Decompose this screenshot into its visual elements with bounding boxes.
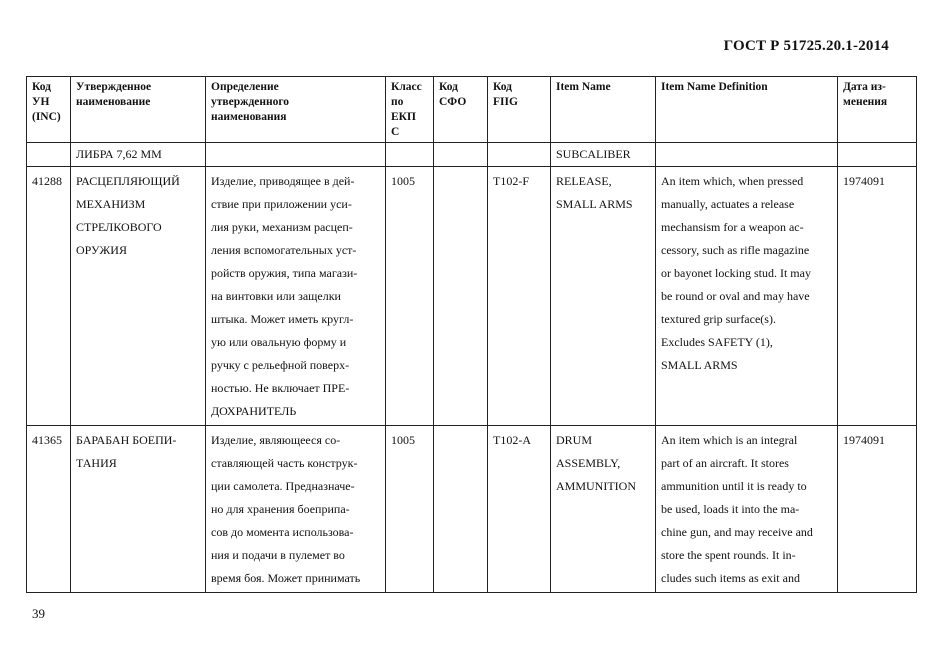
column-header-approved-name: Утвержденное наименование xyxy=(71,77,206,143)
cell-definition xyxy=(206,143,386,167)
document-header: ГОСТ Р 51725.20.1-2014 xyxy=(723,38,889,54)
cell-change-date: 1974091 xyxy=(838,167,917,426)
page-number: 39 xyxy=(32,606,45,621)
column-header-fiig: Код FIIG xyxy=(488,77,551,143)
cell-change-date: 1974091 xyxy=(838,426,917,593)
cell-sfo xyxy=(434,143,488,167)
cell-item-name: SUBCALIBER xyxy=(551,143,656,167)
table-row xyxy=(27,426,917,593)
column-header-class: Класс по ЕКП С xyxy=(386,77,434,143)
column-header-change-date: Дата из- менения xyxy=(838,77,917,143)
table-row xyxy=(27,167,917,426)
cell-class: 1005 xyxy=(386,426,434,593)
column-header-definition: Определение утвержденного наименования xyxy=(206,77,386,143)
cell-approved-name: РАСЦЕПЛЯЮЩИЙ МЕХАНИЗМ СТРЕЛКОВОГО ОРУЖИЯ xyxy=(71,167,206,426)
cell-item-definition: An item which, when pressed manually, actuates a release mechansism for a weapon ac- cessory, such as rifle magazine or bayonet locking stud. It may be round or oval and may have textured grip surface(s). Excludes SAFETY (1), SMALL ARMS xyxy=(656,167,838,426)
table-header-row xyxy=(27,77,917,143)
cell-item-definition xyxy=(656,143,838,167)
cell-change-date xyxy=(838,143,917,167)
cell-inc: 41365 xyxy=(27,426,71,593)
cell-fiig: T102-A xyxy=(488,426,551,593)
cell-class xyxy=(386,143,434,167)
column-header-item-name: Item Name xyxy=(551,77,656,143)
column-header-inc: Код УН (INC) xyxy=(27,77,71,143)
cell-class: 1005 xyxy=(386,167,434,426)
cell-definition: Изделие, являющееся со- ставляющей часть конструк- ции самолета. Предназначе- но для хранения боеприпа- сов до момента использова- ния и подачи в пулемет во время боя. Может принимать xyxy=(206,426,386,593)
column-header-sfo: Код СФО xyxy=(434,77,488,143)
column-header-item-name-definition: Item Name Definition xyxy=(656,77,838,143)
cell-sfo xyxy=(434,167,488,426)
cell-approved-name: БАРАБАН БОЕПИ- ТАНИЯ xyxy=(71,426,206,593)
cell-inc xyxy=(27,143,71,167)
cell-definition: Изделие, приводящее в дей- ствие при приложении уси- лия руки, механизм расцеп- ления вспомогательных уст- ройств оружия, типа магази- на винтовки или защелки штыка. Может иметь кругл- ую или овальную форму и ручку с рельефной поверх- ностью. Не включает ПРЕ- ДОХРАНИТЕЛЬ xyxy=(206,167,386,426)
cell-fiig xyxy=(488,143,551,167)
cell-approved-name: ЛИБРА 7,62 ММ xyxy=(71,143,206,167)
table-row xyxy=(27,143,917,167)
cell-item-name: RELEASE, SMALL ARMS xyxy=(551,167,656,426)
cell-fiig: T102-F xyxy=(488,167,551,426)
cell-sfo xyxy=(434,426,488,593)
cell-item-definition: An item which is an integral part of an aircraft. It stores ammunition until it is ready to be used, loads it into the ma- chine gun, and may receive and store the spent rounds. It in- cludes such items as exit and xyxy=(656,426,838,593)
cell-inc: 41288 xyxy=(27,167,71,426)
catalog-table xyxy=(26,76,917,593)
cell-item-name: DRUM ASSEMBLY, AMMUNITION xyxy=(551,426,656,593)
